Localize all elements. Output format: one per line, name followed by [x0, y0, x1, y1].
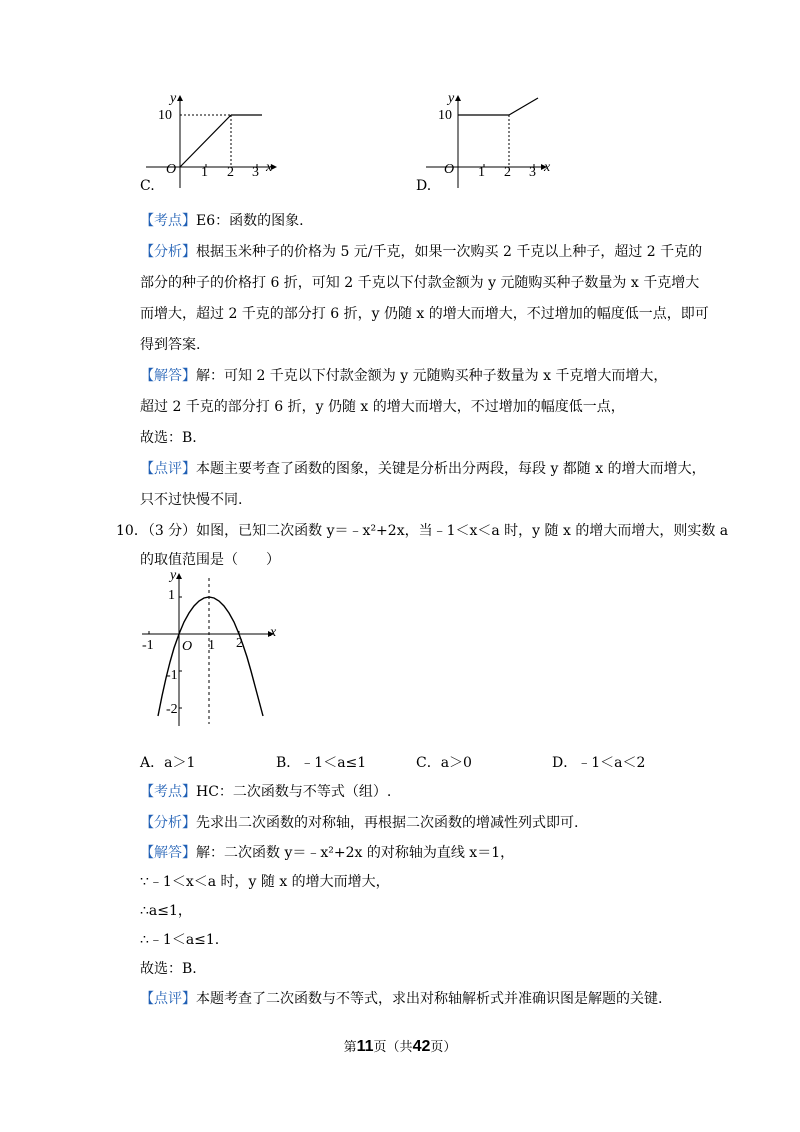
- jieda-tag: 【解答】: [140, 368, 196, 384]
- fenxi-tag: 【分析】: [140, 244, 196, 260]
- graph-c-origin: O: [166, 162, 177, 177]
- q10-stem-text: （3 分）如图，已知二次函数 y＝﹣x²+2x，当﹣1＜x＜a 时，y 随 x 的增大而增大，则实数 a: [147, 523, 729, 539]
- graph-d: [416, 92, 561, 192]
- footer-prefix: 第: [343, 1040, 357, 1055]
- option-a: A．a＞1: [140, 755, 196, 771]
- q9-dianping-line-2: 只不过快慢不同.: [140, 492, 243, 508]
- parabola-x-tick-1: 1: [208, 638, 215, 653]
- option-c-label: C.: [140, 178, 155, 194]
- graph-d-x-tick-3: 3: [529, 165, 536, 180]
- q9-jieda-line-2: 超过 2 千克的部分打 6 折，y 仍随 x 的增大而增大，不过增加的幅度低一点，: [140, 399, 625, 415]
- q10-kaodian-text: HC：二次函数与不等式（组）.: [196, 784, 392, 800]
- graph-d-x-label: x: [544, 160, 551, 175]
- option-d-label: D.: [416, 178, 432, 194]
- q9-fenxi-line-3: 而增大，超过 2 千克的部分打 6 折，y 仍随 x 的增大而增大，不过增加的幅度低一点，即可: [140, 306, 709, 322]
- graph-d-y-label: y: [448, 91, 455, 106]
- parabola-y-label: y: [170, 568, 177, 583]
- graph-c-y-tick: 10: [158, 108, 172, 123]
- parabola-x-label: x: [270, 625, 277, 640]
- q10-jieda-line-2: ∵﹣1＜x＜a 时，y 随 x 的增大而增大，: [140, 874, 390, 890]
- graph-d-x-tick-2: 2: [504, 165, 511, 180]
- option-b: B．﹣1＜a≤1: [276, 755, 367, 771]
- q10-fenxi: [140, 813, 578, 833]
- dianping-text: 本题主要考查了函数的图象，关键是分析出分两段，每段 y 都随 x 的增大而增大，: [196, 461, 706, 477]
- jieda-text: 解：可知 2 千克以下付款金额为 y 元随购买种子数量为 x 千克增大而增大，: [196, 368, 668, 384]
- q10-fenxi-tag: 【分析】: [140, 815, 196, 831]
- kaodian-text: E6：函数的图象.: [196, 213, 304, 229]
- parabola-y-tick-neg2: -2: [166, 702, 178, 717]
- q10-kaodian-tag: 【考点】: [140, 784, 196, 800]
- q10-jieda-text: 解：二次函数 y＝﹣x²+2x 的对称轴为直线 x＝1，: [196, 845, 515, 861]
- q10-kaodian: [140, 782, 391, 802]
- parabola-y-tick-1: 1: [168, 588, 175, 603]
- q10-jieda-line-1: [140, 843, 514, 863]
- kaodian-tag: 【考点】: [140, 213, 196, 229]
- graph-c: [136, 92, 281, 192]
- page-footer: [0, 1036, 800, 1056]
- graph-c-x-tick-3: 3: [252, 165, 259, 180]
- graph-d-x-tick-1: 1: [478, 165, 485, 180]
- graph-d-y-tick: 10: [438, 108, 452, 123]
- graph-d-origin: O: [444, 162, 455, 177]
- q10-stem-line-1: [116, 521, 728, 541]
- q10-jieda-line-4: ∴﹣1＜a≤1.: [140, 932, 220, 948]
- q9-dianping-line-1: [140, 459, 706, 479]
- q10-jieda-tag: 【解答】: [140, 845, 196, 861]
- q9-jieda-line-1: [140, 366, 667, 386]
- parabola-y-tick-neg1: -1: [166, 668, 178, 683]
- footer-suffix: 页）: [430, 1040, 457, 1055]
- graph-c-x-label: x: [266, 160, 273, 175]
- option-c: C．a＞0: [416, 755, 472, 771]
- q9-kaodian: [140, 211, 304, 231]
- graph-c-x-tick-2: 2: [227, 165, 234, 180]
- parabola-x-tick-neg1: -1: [142, 638, 154, 653]
- q10-number: 10．: [116, 523, 148, 539]
- graph-c-x-tick-1: 1: [201, 165, 208, 180]
- footer-page-number: 11: [356, 1038, 374, 1055]
- graph-c-y-label: y: [170, 91, 177, 106]
- parabola-x-tick-2: 2: [236, 636, 243, 651]
- dianping-tag: 【点评】: [140, 461, 196, 477]
- fenxi-text: 根据玉米种子的价格为 5 元/千克，如果一次购买 2 千克以上种子，超过 2 千克的: [196, 244, 703, 260]
- footer-total-pages: 42: [412, 1038, 431, 1055]
- q9-jieda-line-3: 故选：B.: [140, 430, 197, 446]
- q9-fenxi-line-4: 得到答案.: [140, 337, 201, 353]
- q10-fenxi-text: 先求出二次函数的对称轴，再根据二次函数的增减性列式即可.: [196, 815, 579, 831]
- parabola-origin: O: [182, 639, 193, 654]
- footer-middle: 页（共: [373, 1040, 413, 1055]
- q10-dianping: [140, 989, 662, 1009]
- q9-fenxi-line-2: 部分的种子的价格打 6 折，可知 2 千克以下付款金额为 y 元随购买种子数量为 x 千克增大: [140, 275, 700, 291]
- option-d: D．﹣1＜a＜2: [552, 755, 646, 771]
- q10-dianping-tag: 【点评】: [140, 991, 196, 1007]
- q10-dianping-text: 本题考查了二次函数与不等式，求出对称轴解析式并准确识图是解题的关键.: [196, 991, 663, 1007]
- q10-jieda-line-5: 故选：B.: [140, 961, 197, 977]
- q10-jieda-line-3: ∴a≤1，: [140, 903, 192, 919]
- q10-stem-line-2: 的取值范围是（ ）: [140, 552, 280, 568]
- q9-fenxi-line-1: [140, 242, 702, 262]
